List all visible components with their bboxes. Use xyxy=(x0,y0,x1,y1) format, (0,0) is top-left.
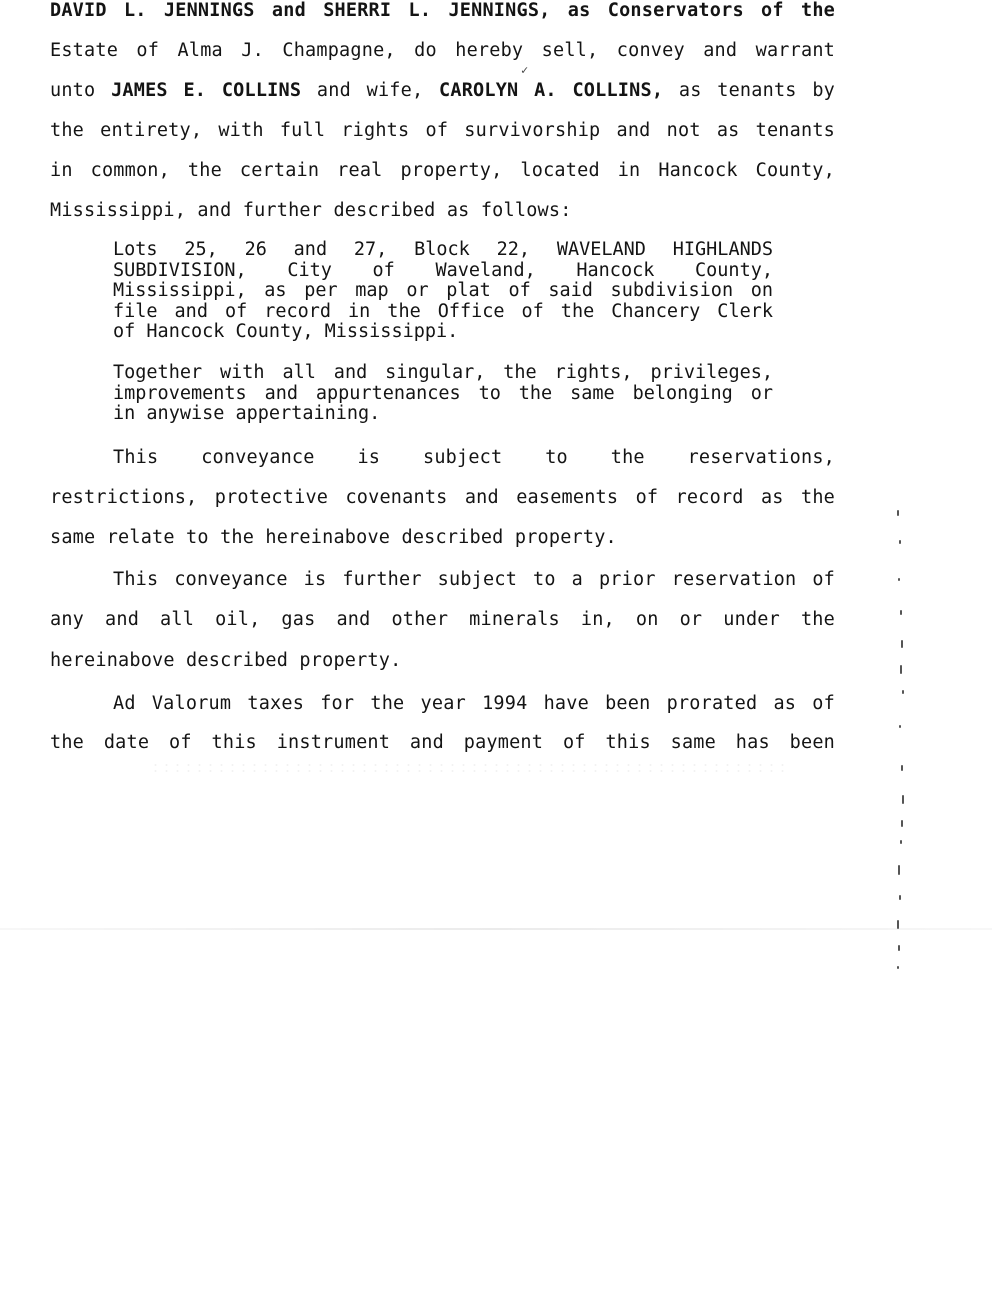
minerals-line: any and all oil, gas and other minerals in, on or under the xyxy=(50,609,835,630)
conjunction: and xyxy=(271,0,306,21)
legal-line: SUBDIVISION, City of Waveland, Hancock County, xyxy=(113,260,773,281)
opening-line-4: the entirety, with full rights of survivorship and not as tenants xyxy=(50,120,835,141)
opening-line-2: Estate of Alma J. Champagne, do hereby sell, convey and warrant xyxy=(50,40,835,61)
tax-line: the date of this instrument and payment of this same has been xyxy=(50,732,835,753)
minerals-line: hereinabove described property. xyxy=(50,650,402,671)
handwritten-tick-mark: ✓ xyxy=(521,63,529,77)
together-line: Together with all and singular, the rights, privileges, xyxy=(113,362,773,383)
opening-line-5: in common, the certain real property, located in Hancock County, xyxy=(50,160,835,181)
grantor-name-2: SHERRI L. JENNINGS, xyxy=(323,0,551,21)
margin-scan-marks xyxy=(893,500,911,980)
and-wife-text: and wife, xyxy=(316,80,424,101)
opening-line-6: Mississippi, and further described as follows: xyxy=(50,200,572,221)
minerals-line: This conveyance is further subject to a prior reservation of xyxy=(113,569,835,590)
tenancy-text: as tenants by xyxy=(678,80,835,101)
grantor-name-1: DAVID L. JENNINGS xyxy=(50,0,255,21)
legal-line: Mississippi, as per map or plat of said subdivision on xyxy=(113,280,773,301)
grantee-name-1: JAMES E. COLLINS xyxy=(111,80,302,101)
opening-line-1 xyxy=(50,0,835,22)
legal-line: Lots 25, 26 and 27, Block 22, WAVELAND HIGHLANDS xyxy=(113,239,773,260)
legal-line: file and of record in the Office of the Chancery Clerk xyxy=(113,301,773,322)
tax-line: Ad Valorum taxes for the year 1994 have been prorated as of xyxy=(113,693,835,714)
together-line: in anywise appertaining. xyxy=(113,403,381,424)
page-fold-line xyxy=(0,928,992,930)
together-line: improvements and appurtenances to the same belonging or xyxy=(113,383,773,404)
unto-text: unto xyxy=(50,80,96,101)
grantee-name-2: CAROLYN A. COLLINS, xyxy=(439,80,664,101)
grantor-capacity: as Conservators of the xyxy=(567,0,836,21)
subject-line: This conveyance is subject to the reservations, xyxy=(113,447,835,468)
opening-line-3 xyxy=(50,80,835,102)
subject-line: restrictions, protective covenants and easements of record as the xyxy=(50,487,835,508)
legal-line: of Hancock County, Mississippi. xyxy=(113,321,459,342)
scan-speckle xyxy=(150,762,790,772)
subject-line: same relate to the hereinabove described property. xyxy=(50,527,617,548)
